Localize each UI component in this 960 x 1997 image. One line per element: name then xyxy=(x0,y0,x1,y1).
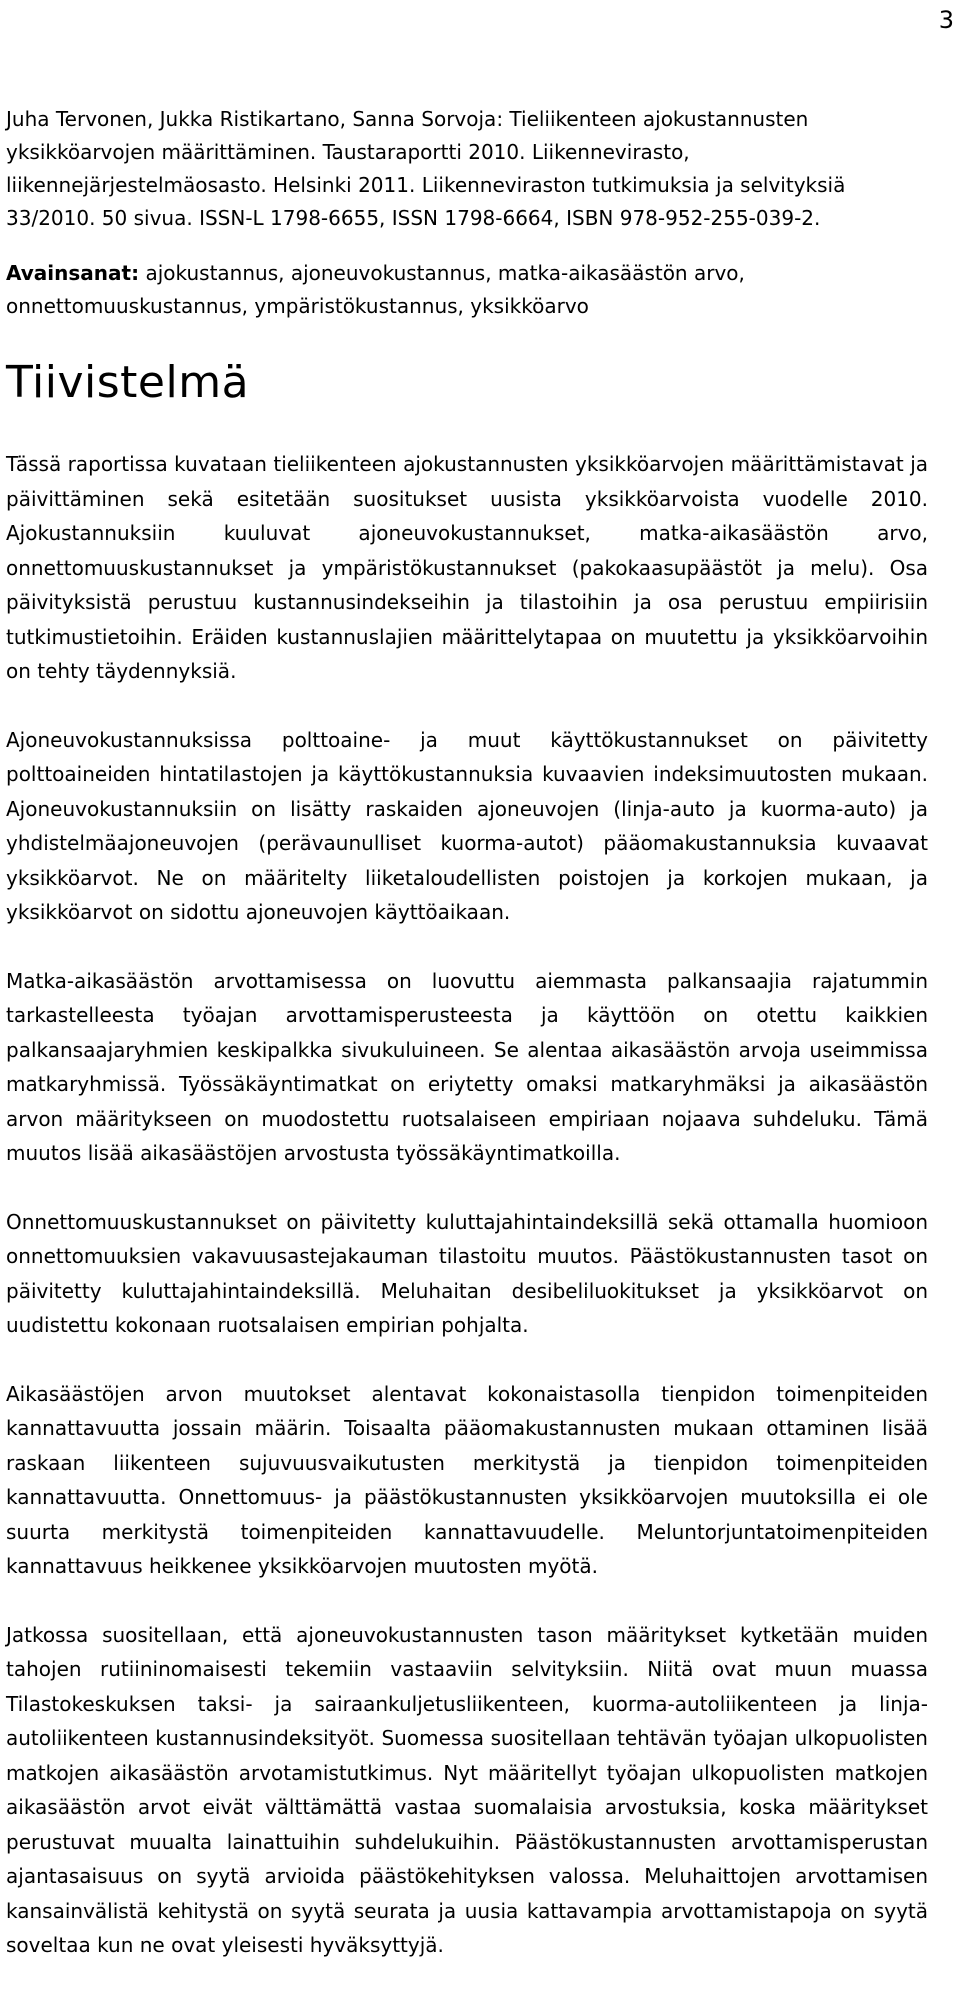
summary-paragraph: Onnettomuuskustannukset on päivitetty kuluttajahintaindeksillä sekä ottamalla huomioon onnettomuuksien vakavuusastejakauman tilastoitu muutos. Päästökustannusten tasot on päivitetty kuluttajahintaindeksillä. Meluhaitan desibeliluokitukset ja yksikköarvot on uudistettu kokonaan ruotsalaisen empirian pohjalta. xyxy=(6,1209,928,1338)
summary-paragraph: Aikasäästöjen arvon muutokset alentavat kokonaistasolla tienpidon toimenpiteiden kannattavuutta jossain määrin. Toisaalta pääomakustannusten mukaan ottaminen lisää raskaan liikenteen sujuvuusvaikutusten merkitystä ja tienpidon toimenpiteiden kannattavuutta. Onnettomuus- ja päästökustannusten yksikköarvojen muutoksilla ei ole suurta merkitystä toimenpiteiden kannattavuudelle. Meluntorjuntatoimenpiteiden kannattavuus heikkenee yksikköarvojen muutosten myötä. xyxy=(6,1381,928,1579)
keywords-text: ajokustannus, ajoneuvokustannus, matka-aikasäästön arvo, onnettomuuskustannus, ympäristökustannus, yksikköarvo xyxy=(6,261,745,318)
page-number: 3 xyxy=(938,6,954,34)
summary-paragraph: Ajoneuvokustannuksissa polttoaine- ja muut käyttökustannukset on päivitetty polttoaineiden hintatilastojen ja käyttökustannuksia kuvaavien indeksimuutosten mukaan. Ajoneuvokustannuksiin on lisätty raskaiden ajoneuvojen (linja-auto ja kuorma-auto) ja yhdistelmäajoneuvojen (perävaunulliset kuorma-autot) pääomakustannuksia kuvaavat yksikköarvot. Ne on määritelty liiketaloudellisten poistojen ja korkojen mukaan, ja yksikköarvot on sidottu ajoneuvojen käyttöaikaan. xyxy=(6,727,928,925)
bibliographic-citation: Juha Tervonen, Jukka Ristikartano, Sanna Sorvoja: Tieliikenteen ajokustannusten yksikköarvojen määrittäminen. Taustaraportti 2010. Liikennevirasto, liikennejärjestelmäosasto. Helsinki 2011. Liikenneviraston tutkimuksia ja selvityksiä 33/2010. 50 sivua. ISSN-L 1798-6655, ISSN 1798-6664, ISBN 978-952-255-039-2. xyxy=(6,107,846,230)
keywords xyxy=(6,257,928,323)
keywords-label: Avainsanat: xyxy=(6,261,140,285)
summary-paragraph: Matka-aikasäästön arvottamisessa on luovuttu aiemmasta palkansaajia rajatummin tarkastelleesta työajan arvottamisperusteesta ja käyttöön on otettu kaikkien palkansaajaryhmien keskipalkka sivukuluineen. Se alentaa aikasäästön arvoja useimmissa matkaryhmissä. Työssäkäyntimatkat on eriytetty omaksi matkaryhmäksi ja aikasäästön arvon määritykseen on muodostettu ruotsalaiseen empiriaan nojaava suhdeluku. Tämä muutos lisää aikasäästöjen arvostusta työssäkäyntimatkoilla. xyxy=(6,968,928,1166)
section-title: Tiivistelmä xyxy=(6,357,250,408)
summary-paragraph: Tässä raportissa kuvataan tieliikenteen ajokustannusten yksikköarvojen määrittämistavat ja päivittäminen sekä esitetään suositukset uusista yksikköarvoista vuodelle 2010. Ajokustannuksiin kuuluvat ajoneuvokustannukset, matka-aikasäästön arvo, onnettomuuskustannukset ja ympäristökustannukset (pakokaasupäästöt ja melu). Osa päivityksistä perustuu kustannusindekseihin ja tilastoihin ja osa perustuu empiirisiin tutkimustietoihin. Eräiden kustannuslajien määrittelytapaa on muutettu ja yksikköarvoihin on tehty täydennyksiä. xyxy=(6,452,928,684)
summary-paragraph: Jatkossa suositellaan, että ajoneuvokustannusten tason määritykset kytketään muiden tahojen rutiininomaisesti tekemiin vastaaviin selvityksiin. Niitä ovat muun muassa Tilastokeskuksen taksi- ja sairaankuljetusliikenteen, kuorma-autoliikenteen ja linja-autoliikenteen kustannusindeksityöt. Suomessa suositellaan tehtävän työajan ulkopuolisten matkojen aikasäästön arvotamistutkimus. Nyt määritellyt työajan ulkopuolisten matkojen aikasäästön arvot eivät välttämättä vastaa suomalaisia arvostuksia, koska määritykset perustuvat muualta lainattuihin suhdelukuihin. Päästökustannusten arvottamisperustan ajantasaisuus on syytä arvioida päästökehityksen valossa. Meluhaittojen arvottamisen kansainvälistä kehitystä on syytä seurata ja uusia kattavampia arvottamistapoja on syytä soveltaa kun ne ovat yleisesti hyväksyttyjä. xyxy=(6,1622,928,1958)
page-content xyxy=(6,103,928,1997)
